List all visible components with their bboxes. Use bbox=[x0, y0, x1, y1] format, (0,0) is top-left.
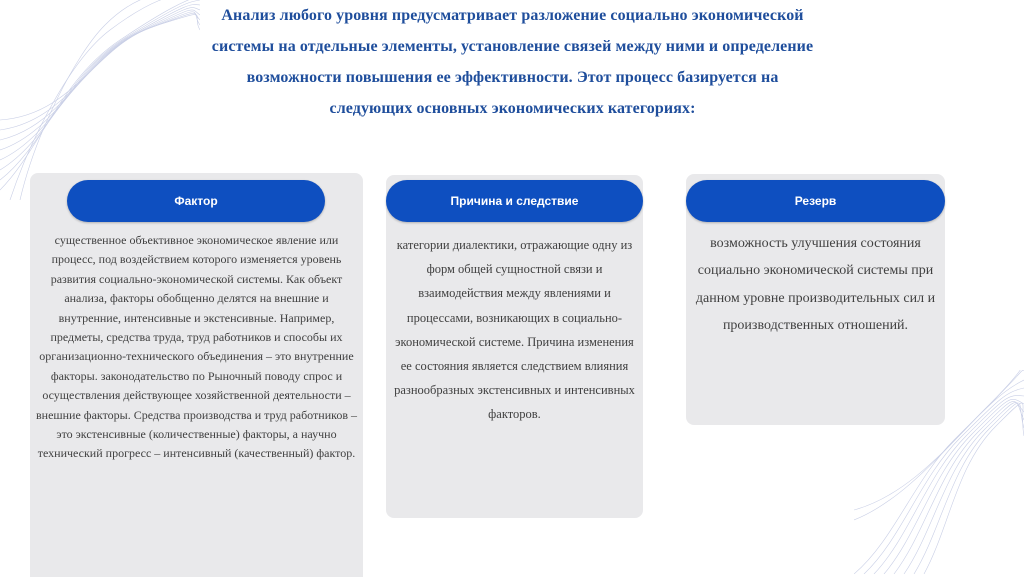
factor-title-badge: Фактор bbox=[67, 180, 325, 222]
reserve-description: возможность улучшения состояния социально экономической системы при данном уровне производительных сил и производственных отношений. bbox=[695, 236, 936, 334]
cause-effect-description: категории диалектики, отражающие одну из форм общей сущностной связи и взаимодействия между явлениями и процессами, возникающих в социально-экономической системе. Причина изменения ее состояния является следствием влияния разнообразных экстенсивных и интенсивных факторов. bbox=[394, 238, 635, 422]
reserve-title-badge: Резерв bbox=[686, 180, 945, 222]
cause-effect-title-badge: Причина и следствие bbox=[386, 180, 643, 222]
page-heading: Анализ любого уровня предусматривает разложение социально экономической системы на отдельные элементы, установление связей между ними и определение возможности повышения ее эффективности. Этот процесс базируется на следующих основных экономических категориях: bbox=[211, 7, 814, 117]
wave-decoration-left bbox=[0, 0, 200, 200]
factor-description: существенное объективное экономическое явление или процесс, под воздействием которого изменяется уровень развития социально-экономической системы. Как объект анализа, факторы обобщенно делятся на внешние и внутренние, интенсивные и экстенсивные. Например, предметы, средства труда, труд работников и способы их организационно-технического объединения – это внутренние факторы. законодательство по Рыночный поводу спрос и осуществления действующее хозяйственной деятельности – внешние факторы. Средства производства и труд работников – это экстенсивные (количественные) факторы, а научно технический прогресс – интенсивный (качественный) фактор. bbox=[35, 233, 357, 461]
